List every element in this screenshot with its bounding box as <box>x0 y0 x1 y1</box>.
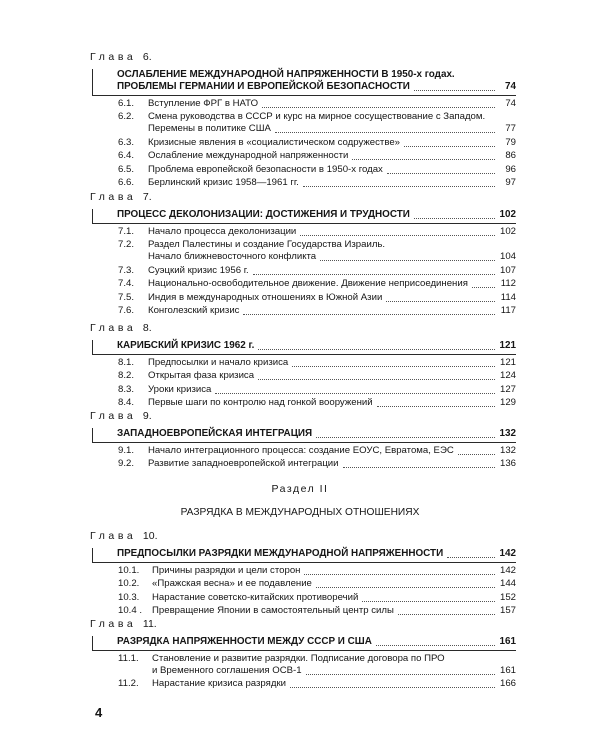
entry-title: «Пражская весна» и ее подавление <box>152 578 312 589</box>
leader-dots <box>262 106 495 108</box>
entry-title: Первые шаги по контролю над гонкой вооружений <box>148 397 373 408</box>
chapter-label-word: Глава <box>90 191 137 203</box>
page-ref: 114 <box>500 291 516 303</box>
toc-entry <box>118 150 516 162</box>
entry-title: Развитие западноевропейской интеграции <box>148 458 339 469</box>
leader-dots <box>300 234 495 236</box>
page-ref: 161 <box>499 664 516 676</box>
toc-entry <box>118 370 516 382</box>
chapter-title-line-1 <box>117 69 516 81</box>
page-ref: 161 <box>499 636 516 647</box>
page-ref: 74 <box>505 81 516 92</box>
chapter-title-line-1 <box>117 209 516 221</box>
chapter-title-line-1 <box>117 340 516 352</box>
chapter-title-line-1 <box>117 428 516 440</box>
page-ref: 166 <box>499 678 516 689</box>
page-ref: 102 <box>499 209 516 220</box>
leader-dots <box>386 300 495 302</box>
toc-entry <box>118 278 516 290</box>
entry-title: Начало процесса деколонизации <box>148 225 297 237</box>
toc-entry <box>118 357 516 369</box>
chapter-title: РАЗРЯДКА НАПРЯЖЕННОСТИ МЕЖДУ СССР И США <box>117 636 372 647</box>
toc-entry <box>118 239 516 263</box>
toc-entry <box>118 164 516 176</box>
entry-number: 7.3. <box>118 264 135 276</box>
chapter-box <box>92 428 516 443</box>
entry-number: 8.2. <box>118 370 135 381</box>
entry-list <box>92 565 516 618</box>
entry-title: Начало интеграционного процесса: создание ЕОУС, Евратома, ЕЭС <box>148 444 454 456</box>
leader-dots <box>414 217 495 219</box>
entry-list <box>92 357 516 410</box>
chapter-box <box>92 69 516 96</box>
entry-number: 6.3. <box>118 136 135 148</box>
chapter-title: ОСЛАБЛЕНИЕ МЕЖДУНАРОДНОЙ НАПРЯЖЕННОСТИ В 1950-х годах. <box>117 69 455 80</box>
leader-dots <box>306 673 495 675</box>
chapter-title-cont: ПРОБЛЕМЫ ГЕРМАНИИ И ЕВРОПЕЙСКОЙ БЕЗОПАСНОСТИ <box>117 81 410 92</box>
page-ref: 102 <box>499 225 516 237</box>
entry-number: 6.6. <box>118 177 135 188</box>
toc-entry <box>118 445 516 457</box>
entry-number: 11.1. <box>118 652 139 664</box>
entry-number: 6.4. <box>118 150 135 161</box>
chapter-label-word: Глава <box>90 51 137 63</box>
chapter-number: 10. <box>142 530 158 542</box>
entry-title: Проблема европейской безопасности в 1950-х годах <box>148 163 383 175</box>
leader-dots <box>275 131 495 133</box>
chapter-box <box>92 209 516 224</box>
chapter-box <box>92 340 516 355</box>
chapter-number: 6. <box>142 51 152 63</box>
entry-title: Раздел Палестины и создание Государства Израиль. <box>148 239 386 250</box>
entry-title: Вступление ФРГ в НАТО <box>148 97 259 109</box>
entry-number: 7.6. <box>118 305 135 316</box>
leader-dots <box>253 273 495 275</box>
entry-title: Конголезский кризис <box>148 305 240 316</box>
leader-dots <box>316 586 495 588</box>
entry-number: 9.1. <box>118 444 135 456</box>
entry-title-cont: Начало ближневосточного конфликта <box>148 251 317 262</box>
toc-entry <box>118 226 516 238</box>
toc-entry <box>118 397 516 409</box>
leader-dots <box>352 158 495 160</box>
chapter-label <box>90 409 516 423</box>
leader-dots <box>447 556 495 558</box>
chapter-title: ПРЕДПОСЫЛКИ РАЗРЯДКИ МЕЖДУНАРОДНОЙ НАПРЯЖЕННОСТИ <box>117 548 444 559</box>
entry-number: 9.2. <box>118 458 135 469</box>
entry-number: 10.4 . <box>118 605 143 616</box>
leader-dots <box>292 365 495 367</box>
entry-number: 8.3. <box>118 383 135 395</box>
entry-title-cont: Перемены в политике США <box>148 123 271 134</box>
entry-title: Становление и развитие разрядки. Подписание договора по ПРО <box>152 652 445 664</box>
entry-title-cont: и Временного соглашения ОСВ-1 <box>152 664 302 676</box>
page-ref: 86 <box>505 150 516 161</box>
page-ref: 79 <box>505 136 516 148</box>
chapter-label-word: Глава <box>90 322 137 334</box>
toc-entry <box>118 678 516 690</box>
entry-number: 6.5. <box>118 163 135 175</box>
leader-dots <box>258 348 495 350</box>
page-ref: 97 <box>505 177 516 188</box>
leader-dots <box>472 286 495 288</box>
entry-title: Национально-освободительное движение. Движение неприсоединения <box>148 278 468 289</box>
toc-entry <box>118 177 516 189</box>
leader-dots <box>316 436 495 438</box>
chapter-number: 11. <box>142 618 157 630</box>
leader-dots <box>290 686 495 688</box>
leader-dots <box>398 613 495 615</box>
page-ref: 132 <box>499 428 516 439</box>
leader-dots <box>377 405 495 407</box>
entry-title: Смена руководства в СССР и курс на мирное сосуществование с Западом. <box>148 111 486 122</box>
chapter-label-word: Глава <box>90 618 137 630</box>
chapter-label <box>90 50 516 64</box>
chapter-label <box>90 617 516 631</box>
entry-number: 7.2. <box>118 239 135 250</box>
toc-entry <box>118 592 516 604</box>
entry-list <box>92 226 516 318</box>
entry-number: 7.5. <box>118 291 135 303</box>
chapter-label <box>90 529 516 543</box>
entry-list <box>92 445 516 471</box>
chapter-number: 7. <box>142 191 152 203</box>
entry-title: Уроки кризиса <box>148 383 212 395</box>
entry-title: Предпосылки и начало кризиса <box>148 356 289 368</box>
page-ref: 74 <box>505 97 516 109</box>
page-ref: 157 <box>499 605 516 616</box>
leader-dots <box>387 172 495 174</box>
page-ref: 127 <box>499 383 516 395</box>
leader-dots <box>414 89 495 91</box>
chapter-title-line-1 <box>117 548 516 560</box>
page-ref: 142 <box>499 564 516 576</box>
page-ref: 144 <box>499 578 516 589</box>
entry-title: Причины разрядки и цели сторон <box>152 564 301 576</box>
toc-entry <box>118 111 516 135</box>
page-ref: 107 <box>499 264 516 276</box>
page-ref: 132 <box>499 444 516 456</box>
chapter-8 <box>92 321 516 409</box>
toc-entry <box>118 384 516 396</box>
page-ref: 121 <box>499 356 516 368</box>
page-ref: 129 <box>499 397 516 408</box>
page-ref: 112 <box>500 278 516 289</box>
toc-entry <box>118 565 516 577</box>
entry-title: Нарастание кризиса разрядки <box>152 678 286 689</box>
toc-entry <box>118 265 516 277</box>
page-ref: 96 <box>505 163 516 175</box>
chapter-box <box>92 636 516 651</box>
leader-dots <box>362 600 495 602</box>
leader-dots <box>343 466 495 468</box>
page-ref: 124 <box>499 370 516 381</box>
entry-list <box>92 98 516 190</box>
chapter-9 <box>92 409 516 470</box>
page-number: 4 <box>95 705 103 720</box>
entry-number: 10.3. <box>118 591 140 603</box>
chapter-label <box>90 190 516 204</box>
page-ref: 142 <box>499 548 516 559</box>
toc-entry <box>118 578 516 590</box>
section-heading <box>0 482 600 520</box>
chapter-title: ЗАПАДНОЕВРОПЕЙСКАЯ ИНТЕГРАЦИЯ <box>117 428 313 439</box>
leader-dots <box>320 259 495 261</box>
chapter-6 <box>92 50 516 189</box>
leader-dots <box>304 573 495 575</box>
section-title: РАЗРЯДКА В МЕЖДУНАРОДНЫХ ОТНОШЕНИЯХ <box>180 507 420 518</box>
chapter-title: ПРОЦЕСС ДЕКОЛОНИЗАЦИИ: ДОСТИЖЕНИЯ И ТРУДНОСТИ <box>117 209 410 220</box>
toc-entry <box>118 458 516 470</box>
chapter-10 <box>92 529 516 617</box>
entry-number: 11.2. <box>118 678 139 689</box>
toc-entry <box>118 305 516 317</box>
entry-number: 8.4. <box>118 397 135 408</box>
chapter-title-line-1 <box>117 636 516 648</box>
chapter-11 <box>92 617 516 690</box>
leader-dots <box>303 185 495 187</box>
page-ref: 121 <box>499 340 516 351</box>
leader-dots <box>404 145 495 147</box>
leader-dots <box>215 392 495 394</box>
page-ref: 152 <box>499 591 516 603</box>
entry-list <box>92 653 516 691</box>
entry-number: 8.1. <box>118 356 135 368</box>
entry-title: Превращение Японии в самостоятельный центр силы <box>152 605 394 616</box>
toc-entry <box>118 137 516 149</box>
entry-title: Открытая фаза кризиса <box>148 370 255 381</box>
entry-number: 6.2. <box>118 111 135 122</box>
page-ref: 117 <box>500 305 516 316</box>
toc-entry <box>118 605 516 617</box>
chapter-label-word: Глава <box>90 410 137 422</box>
entry-number: 7.4. <box>118 278 135 289</box>
toc-entry <box>118 653 516 677</box>
chapter-number: 9. <box>142 410 152 422</box>
entry-title: Ослабление международной напряженности <box>148 150 349 161</box>
entry-title: Кризисные явления в «социалистическом содружестве» <box>148 136 400 148</box>
toc-entry <box>118 98 516 110</box>
entry-number: 7.1. <box>118 225 135 237</box>
page-ref: 136 <box>499 458 516 469</box>
section-label: Раздел II <box>271 483 329 495</box>
chapter-title-line-2 <box>117 81 516 93</box>
toc-entry <box>118 292 516 304</box>
chapter-title: КАРИБСКИЙ КРИЗИС 1962 г. <box>117 340 255 351</box>
entry-number: 10.1. <box>118 564 140 576</box>
entry-title: Нарастание советско-китайских противоречий <box>152 591 359 603</box>
entry-number: 10.2. <box>118 578 140 589</box>
chapter-box <box>92 548 516 563</box>
entry-title: Суэцкий кризис 1956 г. <box>148 264 249 276</box>
leader-dots <box>243 313 495 315</box>
entry-title: Индия в международных отношениях в Южной Азии <box>148 291 383 303</box>
leader-dots <box>258 378 495 380</box>
leader-dots <box>376 644 495 646</box>
entry-title: Берлинский кризис 1958—1961 гг. <box>148 177 299 188</box>
leader-dots <box>458 453 495 455</box>
page-ref: 77 <box>505 123 516 134</box>
page-ref: 104 <box>499 251 516 262</box>
chapter-number: 8. <box>142 322 152 334</box>
chapter-7 <box>92 190 516 317</box>
chapter-label-word: Глава <box>90 530 137 542</box>
chapter-label <box>90 321 516 335</box>
entry-number: 6.1. <box>118 97 135 109</box>
